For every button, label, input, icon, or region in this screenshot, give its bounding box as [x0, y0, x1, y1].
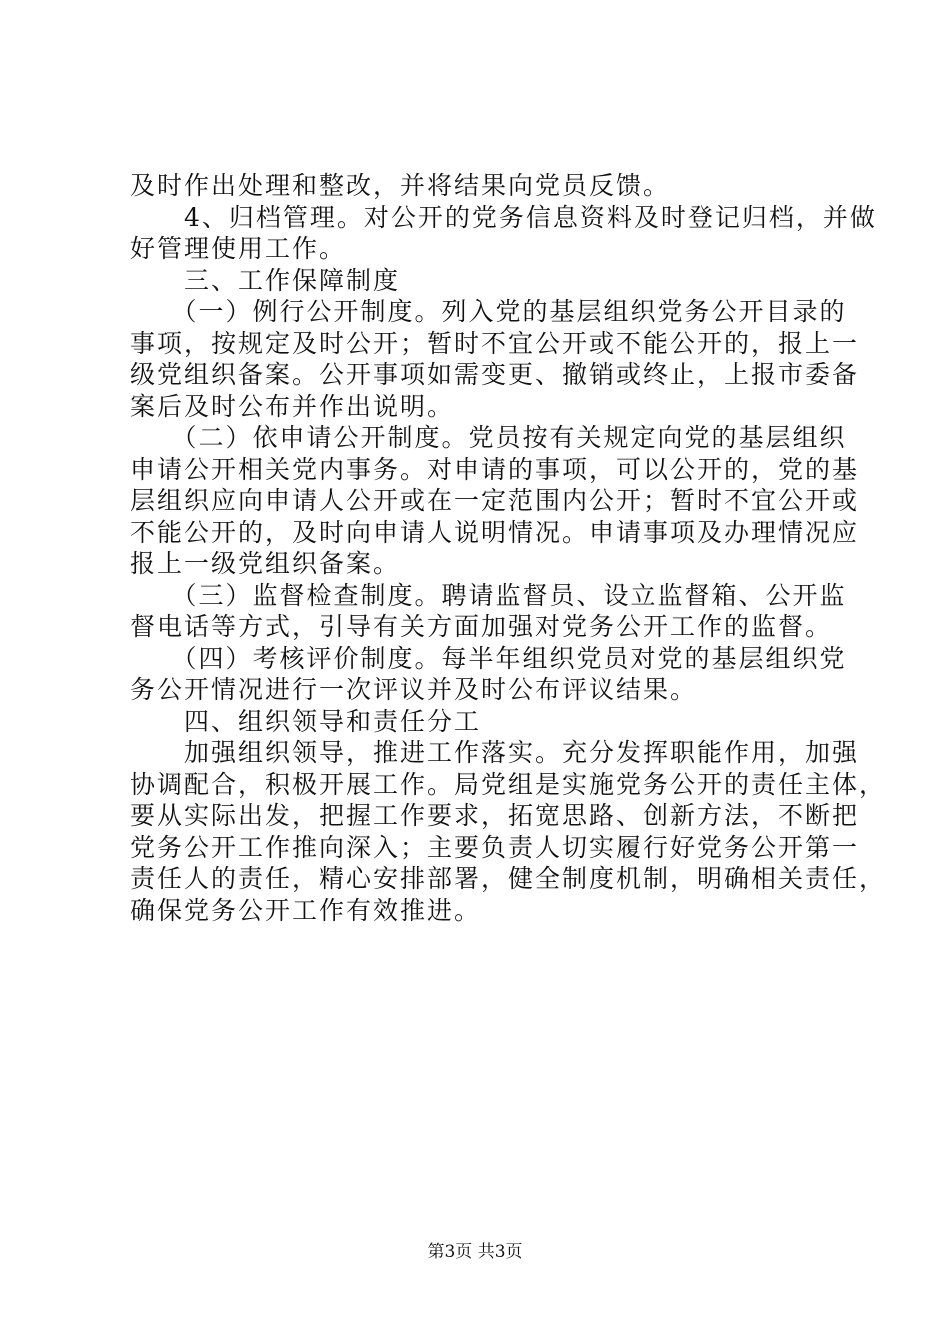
text-line: 及时作出处理和整改，并将结果向党员反馈。 — [130, 171, 671, 200]
text-line: 4、归档管理。对公开的党务信息资料及时登记归档，并做 — [130, 202, 877, 232]
text-line: 加强组织领导，推进工作落实。充分发挥职能作用，加强 — [130, 738, 860, 767]
text-line: （一）例行公开制度。列入党的基层组织党务公开目录的 — [130, 297, 847, 326]
section-heading: 四、组织领导和责任分工 — [130, 706, 482, 736]
page-footer — [0, 1241, 950, 1263]
section-heading: 三、工作保障制度 — [130, 265, 401, 295]
text-line: 报上一级党组织备案。 — [130, 549, 401, 578]
text-line: （四）考核评价制度。每半年组织党员对党的基层组织党 — [130, 643, 847, 673]
text-line: （二）依申请公开制度。党员按有关规定向党的基层组织 — [130, 423, 847, 452]
text-line: 务公开情况进行一次评议并及时公布评议结果。 — [130, 675, 698, 704]
text-line: 不能公开的，及时向申请人说明情况。申请事项及办理情况应 — [130, 517, 860, 547]
text-line: 督电话等方式，引导有关方面加强对党务公开工作的监督。 — [130, 612, 833, 641]
text-line: 事项，按规定及时公开；暂时不宜公开或不能公开的，报上一 — [130, 328, 860, 358]
text-line: 确保党务公开工作有效推进。 — [130, 895, 482, 925]
text-line: 层组织应向申请人公开或在一定范围内公开；暂时不宜公开或 — [130, 486, 860, 515]
text-line: 要从实际出发，把握工作要求，拓宽思路、创新方法，不断把 — [130, 801, 860, 830]
text-line: （三）监督检查制度。聘请监督员、设立监督箱、公开监 — [130, 580, 847, 610]
text-line: 协调配合，积极开展工作。局党组是实施党务公开的责任主体， — [130, 769, 887, 799]
text-line: 党务公开工作推向深入；主要负责人切实履行好党务公开第一 — [130, 832, 860, 862]
text-line: 案后及时公布并作出说明。 — [130, 391, 455, 421]
page-number: 第3页 共3页 — [427, 1242, 523, 1262]
text-line: 申请公开相关党内事务。对申请的事项，可以公开的，党的基 — [130, 454, 860, 484]
text-line: 责任人的责任，精心安排部署，健全制度机制，明确相关责任， — [130, 864, 887, 893]
document-body — [130, 170, 887, 926]
text-line: 级党组织备案。公开事项如需变更、撤销或终止，上报市委备 — [130, 360, 860, 389]
text-line: 好管理使用工作。 — [130, 234, 347, 263]
